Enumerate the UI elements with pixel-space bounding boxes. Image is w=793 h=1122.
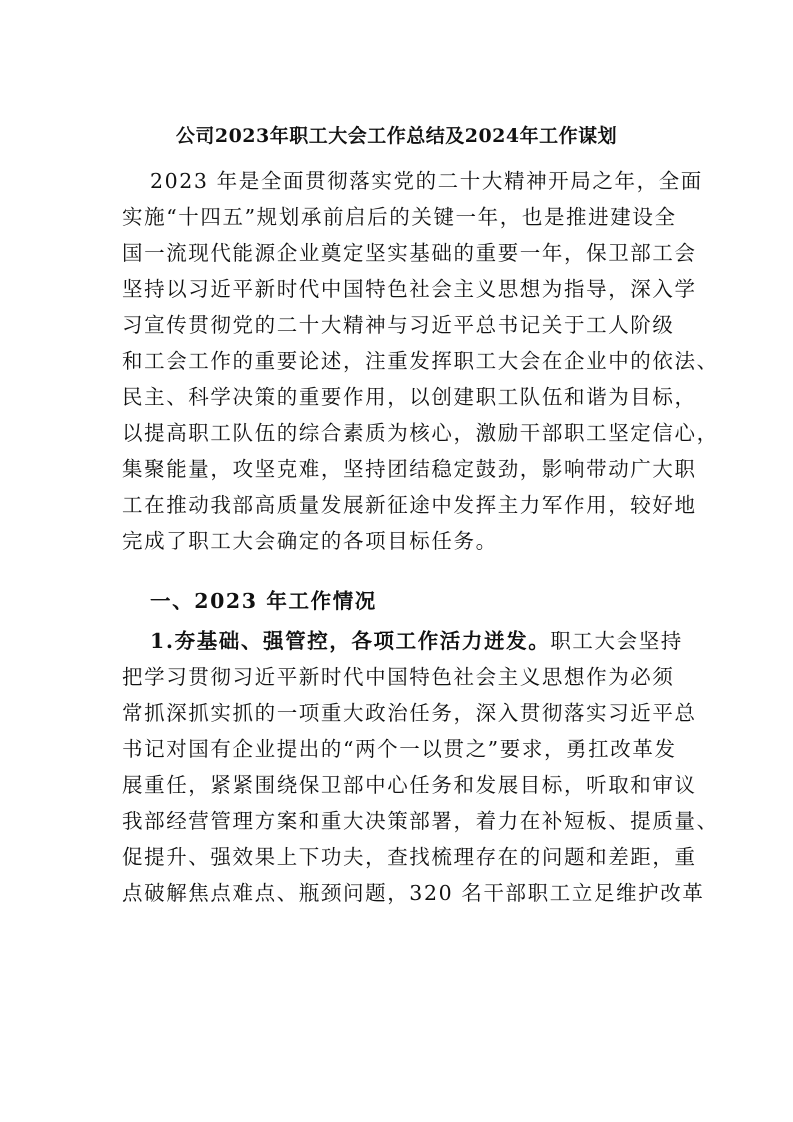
item1-first-rest: 职工大会坚持 xyxy=(550,629,683,653)
item1-line-5: 展重任，紧紧围绕保卫部中心任务和发展目标，听取和审议 xyxy=(122,773,697,797)
item1-heading: 1.夯基础、强管控，各项工作活力迸发。 xyxy=(150,629,551,653)
item1-line-7: 促提升、强效果上下功夫，查找梳理存在的问题和差距，重 xyxy=(122,845,697,869)
intro-line-1: 2023 年是全面贯彻落实党的二十大精神开局之年，全面 xyxy=(150,169,703,193)
intro-line-9: 集聚能量，攻坚克难，坚持团结稳定鼓劲，影响带动广大职 xyxy=(122,457,697,481)
intro-line-10: 工在推动我部高质量发展新征途中发挥主力军作用，较好地 xyxy=(122,493,697,517)
item1-line-6: 我部经营管理方案和重大决策部署，着力在补短板、提质量、 xyxy=(122,809,719,833)
intro-line-5: 习宣传贯彻党的二十大精神与习近平总书记关于工人阶级 xyxy=(122,313,675,337)
intro-line-8: 以提高职工队伍的综合素质为核心，激励干部职工坚定信心， xyxy=(122,421,719,445)
intro-line-6: 和工会工作的重要论述，注重发挥职工大会在企业中的依法、 xyxy=(122,349,719,373)
section-heading: 一、2023 年工作情况 xyxy=(150,589,377,613)
item1-line-8: 点破解焦点难点、瓶颈问题，320 名干部职工立足维护改革 xyxy=(122,881,705,905)
intro-line-7: 民主、科学决策的重要作用，以创建职工队伍和谐为目标， xyxy=(122,385,697,409)
item1-line-2: 把学习贯彻习近平新时代中国特色社会主义思想作为必须 xyxy=(122,665,675,689)
item1-line-4: 书记对国有企业提出的“两个一以贯之”要求，勇扛改革发 xyxy=(122,737,677,761)
document-title: 公司2023年职工大会工作总结及2024年工作谋划 xyxy=(175,125,618,147)
intro-line-2: 实施“十四五”规划承前启后的关键一年，也是推进建设全 xyxy=(122,205,677,229)
intro-line-3: 国一流现代能源企业奠定坚实基础的重要一年，保卫部工会 xyxy=(122,241,697,265)
item1-first-line xyxy=(150,623,683,659)
intro-line-4: 坚持以习近平新时代中国特色社会主义思想为指导，深入学 xyxy=(122,277,697,301)
item1-line-3: 常抓深抓实抓的一项重大政治任务，深入贯彻落实习近平总 xyxy=(122,701,697,725)
intro-line-11: 完成了职工大会确定的各项目标任务。 xyxy=(122,529,498,553)
